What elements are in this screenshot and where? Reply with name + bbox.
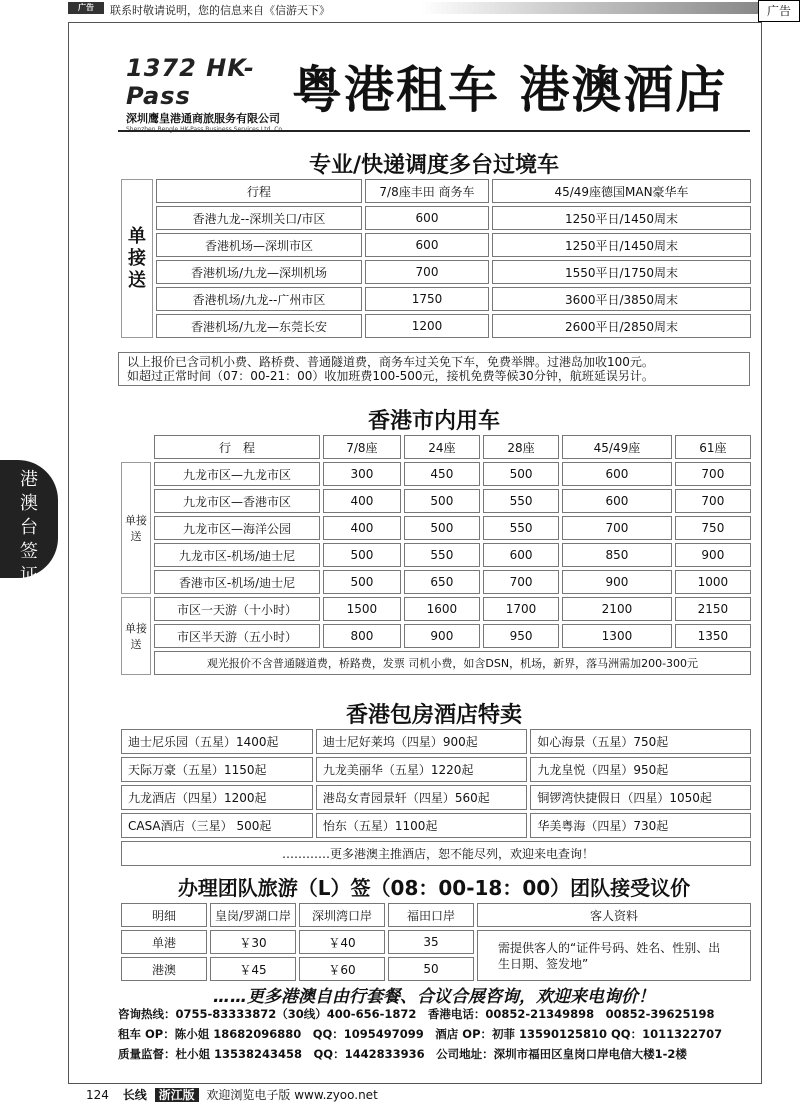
table-header: 客人资料 <box>477 903 751 927</box>
price-cell: ￥60 <box>299 957 385 981</box>
price-cell: 1750 <box>365 287 489 311</box>
price-cell: ￥30 <box>210 930 296 954</box>
price-cell: 2100 <box>562 597 672 621</box>
table-header: 7/8座 <box>323 435 401 459</box>
crossborder-table <box>118 176 754 341</box>
section-title-crossborder: 专业/快递调度多台过境车 <box>308 153 560 178</box>
page-footer <box>86 1086 378 1103</box>
price-cell: ￥45 <box>210 957 296 981</box>
route-cell: 香港九龙--深圳关口/市区 <box>156 206 362 230</box>
price-cell: 900 <box>562 570 672 594</box>
price-cell: 2600平日/2850周末 <box>492 314 751 338</box>
price-cell: ￥40 <box>299 930 385 954</box>
route-cell: 香港机场/九龙--广州市区 <box>156 287 362 311</box>
tour-note: 观光报价不含普通隧道费，桥路费，发票 司机小费，如含DSN，机场，新界，落马洲需加200-300元 <box>154 651 751 675</box>
company-logo <box>126 54 286 133</box>
visa-type: 单港 <box>121 930 207 954</box>
crossborder-note <box>118 352 750 386</box>
side-tab-char: 澳 <box>20 493 38 514</box>
price-cell: 950 <box>483 624 559 648</box>
price-cell: 700 <box>483 570 559 594</box>
table-header: 行 程 <box>154 435 320 459</box>
price-cell: 1250平日/1450周末 <box>492 233 751 257</box>
contact-line: 租车 OP：陈小姐 18682096880 QQ：1095497099 酒店 OP：初菲 13590125810 QQ：1011322707 <box>118 1027 723 1041</box>
note-line: 如超过正常时间（07：00-21：00）收加班费100-500元，接机免费等候30分钟，航班延误另计。 <box>127 369 654 383</box>
price-cell: 750 <box>675 516 751 540</box>
price-cell: 600 <box>365 206 489 230</box>
price-cell: 1300 <box>562 624 672 648</box>
price-cell: 400 <box>323 489 401 513</box>
table-header: 7/8座丰田 商务车 <box>365 179 489 203</box>
price-cell: 50 <box>388 957 474 981</box>
route-cell: 九龙市区-机场/迪士尼 <box>154 543 320 567</box>
price-cell: 3600平日/3850周末 <box>492 287 751 311</box>
table-header: 45/49座 <box>562 435 672 459</box>
section-title-hotels: 香港包房酒店特卖 <box>345 703 522 728</box>
price-cell: 500 <box>323 543 401 567</box>
hotel-cell: 迪士尼好莱坞（四星）900起 <box>316 729 527 754</box>
price-cell: 500 <box>483 462 559 486</box>
route-cell: 九龙市区—九龙市区 <box>154 462 320 486</box>
hotel-table <box>118 726 754 869</box>
price-cell: 600 <box>562 489 672 513</box>
table-header: 福田口岸 <box>388 903 474 927</box>
ad-tag: 广告 <box>758 0 800 22</box>
route-cell: 九龙市区—海洋公园 <box>154 516 320 540</box>
city-table <box>118 432 754 678</box>
price-cell: 1500 <box>323 597 401 621</box>
route-cell: 香港机场—深圳市区 <box>156 233 362 257</box>
route-cell: 香港机场/九龙—深圳机场 <box>156 260 362 284</box>
price-cell: 1550平日/1750周末 <box>492 260 751 284</box>
footer-slogan: ……更多港澳自由行套餐、合议合展咨询，欢迎来电询价！ <box>213 987 655 1007</box>
table-header: 明细 <box>121 903 207 927</box>
price-cell: 650 <box>404 570 480 594</box>
pickup-label: 单接送 <box>121 179 153 338</box>
price-cell: 500 <box>323 570 401 594</box>
visa-table <box>118 900 754 984</box>
divider <box>118 130 750 132</box>
magazine-name: 长线 <box>122 1088 147 1102</box>
route-cell: 九龙市区—香港市区 <box>154 489 320 513</box>
publisher-logo: 广告 <box>68 2 104 14</box>
hotel-cell: 九龙皇悦（四星）950起 <box>530 757 751 782</box>
price-cell: 600 <box>365 233 489 257</box>
pickup-label: 单接送 <box>121 462 151 594</box>
brand-cn: 深圳鹰皇港通商旅服务有限公司 <box>126 112 280 125</box>
side-tab-char: 签 <box>20 541 38 562</box>
price-cell: 550 <box>483 489 559 513</box>
edition-badge: 浙江版 <box>155 1088 199 1102</box>
price-cell: 900 <box>404 624 480 648</box>
price-cell: 700 <box>675 489 751 513</box>
tour-cell: 市区一天游（十小时） <box>154 597 320 621</box>
table-header: 45/49座德国MAN豪华车 <box>492 179 751 203</box>
side-tab-char: 台 <box>20 517 38 538</box>
header <box>122 50 752 128</box>
price-cell: 550 <box>483 516 559 540</box>
spacer <box>121 435 151 459</box>
table-header: 皇岗/罗湖口岸 <box>210 903 296 927</box>
table-header: 行程 <box>156 179 362 203</box>
top-bar <box>0 0 800 18</box>
price-cell: 450 <box>404 462 480 486</box>
side-tab-char: 港 <box>20 469 38 490</box>
price-cell: 900 <box>675 543 751 567</box>
side-tab-char: 证 <box>20 565 38 586</box>
price-cell: 1250平日/1450周末 <box>492 206 751 230</box>
brand-mark: 1372 HK-Pass <box>126 54 255 110</box>
price-cell: 500 <box>404 489 480 513</box>
table-header: 24座 <box>404 435 480 459</box>
top-gradient <box>420 2 760 14</box>
website-text[interactable]: 欢迎浏览电子版 www.zyoo.net <box>206 1088 378 1102</box>
tour-cell: 市区半天游（五小时） <box>154 624 320 648</box>
price-cell: 600 <box>483 543 559 567</box>
table-header: 61座 <box>675 435 751 459</box>
contact-line: 质量监督：杜小姐 13538243458 QQ：1442833936 公司地址：深圳市福田区皇岗口岸电信大楼1-2楼 <box>118 1047 687 1061</box>
hotel-note: …………更多港澳主推酒店，恕不能尽列，欢迎来电查询！ <box>121 841 751 866</box>
price-cell: 800 <box>323 624 401 648</box>
hotel-cell: 天际万豪（五星）1150起 <box>121 757 313 782</box>
price-cell: 35 <box>388 930 474 954</box>
price-cell: 700 <box>365 260 489 284</box>
contacts <box>118 1004 758 1064</box>
headline: 粤港租车 港澳酒店 <box>292 60 728 119</box>
hotel-cell: 港岛女青园景轩（四星）560起 <box>316 785 527 810</box>
visa-type: 港澳 <box>121 957 207 981</box>
route-cell: 香港机场/九龙—东莞长安 <box>156 314 362 338</box>
price-cell: 850 <box>562 543 672 567</box>
price-cell: 1600 <box>404 597 480 621</box>
guest-info: 需提供客人的“证件号码、姓名、性别、出生日期、签发地” <box>477 930 751 981</box>
page-number: 124 <box>86 1088 109 1102</box>
pickup-label: 单接送 <box>121 597 151 675</box>
hotel-cell: 迪士尼乐园（五星）1400起 <box>121 729 313 754</box>
price-cell: 2150 <box>675 597 751 621</box>
hotel-cell: 九龙美丽华（五星）1220起 <box>316 757 527 782</box>
price-cell: 550 <box>404 543 480 567</box>
table-header: 深圳湾口岸 <box>299 903 385 927</box>
section-title-city: 香港市内用车 <box>367 409 500 434</box>
hotel-cell: 铜锣湾快捷假日（四星）1050起 <box>530 785 751 810</box>
top-notice: 联系时敬请说明，您的信息来自《信游天下》 <box>110 4 330 17</box>
hotel-cell: 华美粤海（四星）730起 <box>530 813 751 838</box>
hotel-cell: 如心海景（五星）750起 <box>530 729 751 754</box>
hotel-cell: 怡东（五星）1100起 <box>316 813 527 838</box>
price-cell: 1700 <box>483 597 559 621</box>
route-cell: 香港市区-机场/迪士尼 <box>154 570 320 594</box>
table-header: 28座 <box>483 435 559 459</box>
price-cell: 1350 <box>675 624 751 648</box>
section-title-visa: 办理团队旅游（L）签（08：00-18：00）团队接受议价 <box>177 876 691 900</box>
price-cell: 300 <box>323 462 401 486</box>
price-cell: 1000 <box>675 570 751 594</box>
side-tab <box>0 460 58 586</box>
price-cell: 600 <box>562 462 672 486</box>
price-cell: 500 <box>404 516 480 540</box>
note-line: 以上报价已含司机小费、路桥费、普通隧道费，商务车过关免下车，免费举牌。过港岛加收100元。 <box>127 355 654 369</box>
price-cell: 700 <box>562 516 672 540</box>
price-cell: 700 <box>675 462 751 486</box>
hotel-cell: CASA酒店（三星） 500起 <box>121 813 313 838</box>
price-cell: 400 <box>323 516 401 540</box>
hotel-cell: 九龙酒店（四星）1200起 <box>121 785 313 810</box>
contact-line: 咨询热线：0755-83333872（30线）400-656-1872 香港电话：00852-21349898 00852-39625198 <box>118 1007 715 1021</box>
price-cell: 1200 <box>365 314 489 338</box>
